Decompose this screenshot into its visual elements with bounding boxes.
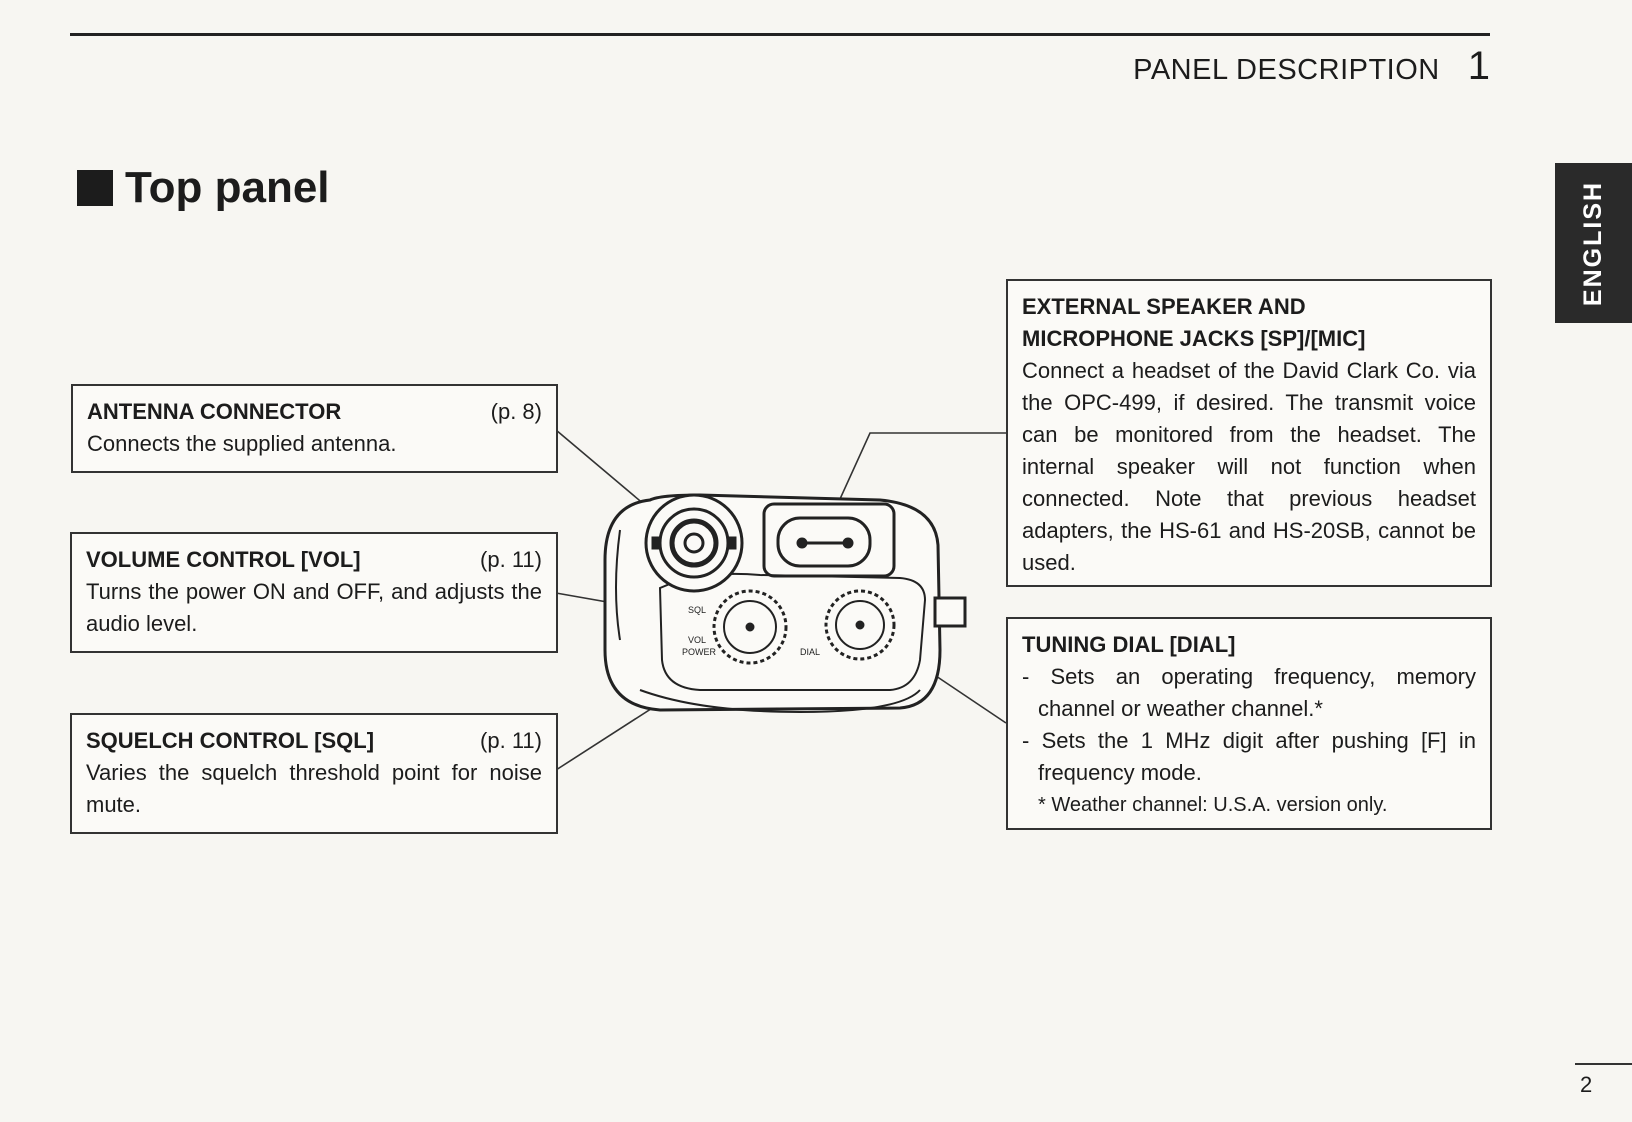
antenna-page-ref: (p. 8) [490, 399, 542, 424]
page-number-rule [1575, 1063, 1632, 1065]
volume-page-ref: (p. 11) [480, 547, 542, 572]
external-title-line1: EXTERNAL SPEAKER AND [1022, 294, 1306, 319]
tuning-callout [1006, 617, 1492, 830]
external-title-line2: MICROPHONE JACKS [SP]/[MIC] [1022, 326, 1366, 351]
volume-knob-graphic [714, 591, 786, 663]
squelch-callout [70, 713, 558, 834]
side-tab [935, 598, 965, 626]
chapter-number: 1 [1467, 44, 1490, 88]
squelch-title: SQUELCH CONTROL [SQL] [86, 728, 375, 753]
dial-label: DIAL [800, 647, 821, 657]
volume-title: VOLUME CONTROL [VOL] [86, 547, 361, 572]
section-title: Top panel [125, 163, 330, 212]
sql-label: SQL [688, 605, 707, 615]
antenna-callout [71, 384, 558, 473]
tuning-bullet-1: - Sets an operating frequency, memory channel or weather channel.* [1022, 664, 1476, 721]
volume-description: Turns the power ON and OFF, and adjusts the audio level. [86, 579, 542, 636]
antenna-connector-graphic [646, 495, 742, 591]
header-title: PANEL DESCRIPTION [1133, 54, 1440, 86]
external-jacks-callout [1006, 279, 1492, 587]
squelch-description: Varies the squelch threshold point for noise mute. [86, 760, 542, 817]
external-description: Connect a headset of the David Clark Co. via the OPC-499, if desired. The transmit voice can be monitored from the headset. The internal speaker will not function when connected. Note that previous headset adapters, the HS-61 and HS-20SB, cannot be used. [1022, 358, 1476, 575]
tuning-footnote: * Weather channel: U.S.A. version only. [1038, 794, 1388, 816]
vol-label: VOL [688, 635, 707, 645]
antenna-description: Connects the supplied antenna. [87, 431, 397, 456]
squelch-page-ref: (p. 11) [480, 728, 542, 753]
tuning-title: TUNING DIAL [DIAL] [1022, 632, 1236, 657]
page-number: 2 [1580, 1072, 1593, 1097]
volume-callout [70, 532, 558, 653]
tuning-bullet-2: - Sets the 1 MHz digit after pushing [F] in frequency mode. [1022, 728, 1476, 785]
antenna-title: ANTENNA CONNECTOR [87, 399, 342, 424]
power-label: POWER [682, 647, 717, 657]
language-tab-label: ENGLISH [1579, 180, 1607, 306]
